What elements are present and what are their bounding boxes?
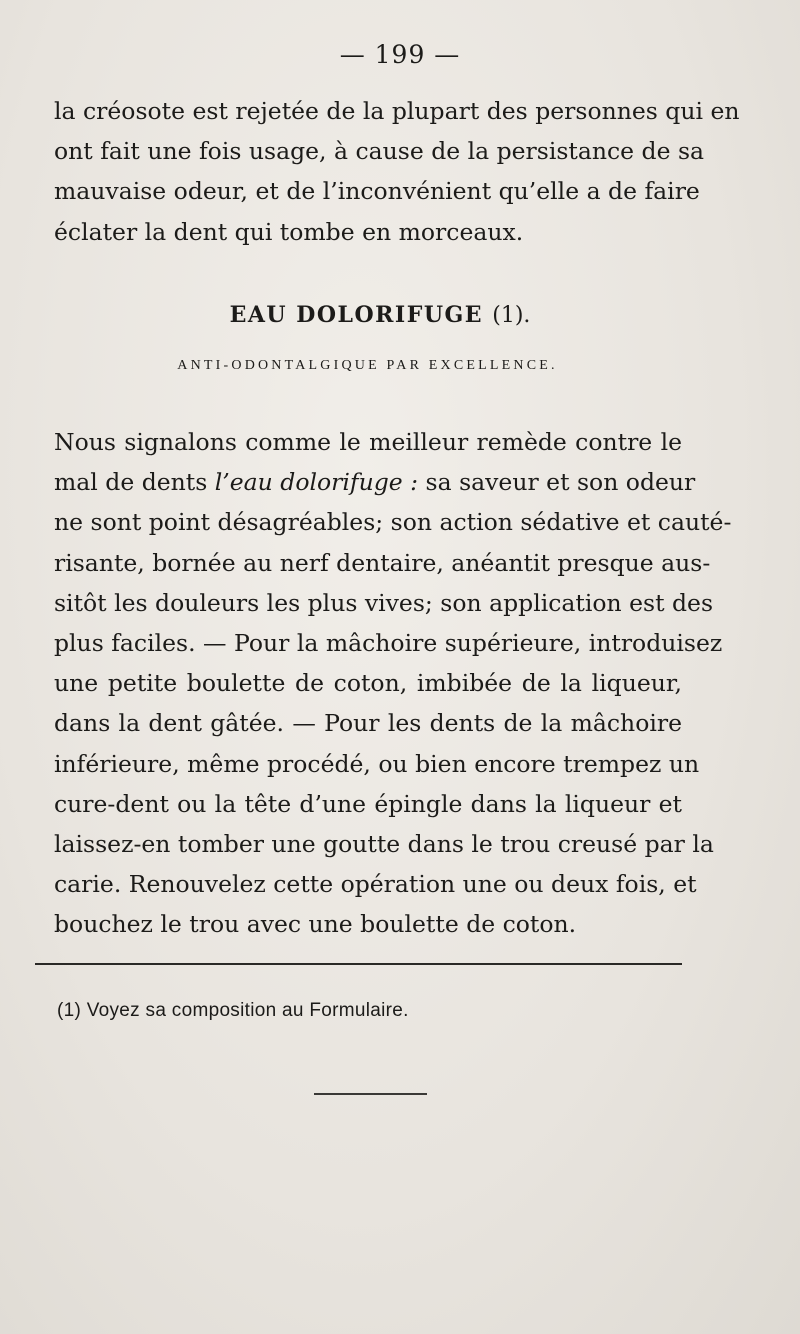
text-line: mauvaise odeur, et de l’inconvénient qu’elle a de faire [54, 177, 700, 206]
end-ornament-rule [314, 1093, 427, 1095]
italic-product-name: l’eau dolorifuge : [214, 468, 419, 497]
text-line: risante, bornée au nerf dentaire, anéantit presque aus- [54, 548, 711, 577]
main-paragraph [54, 422, 732, 945]
text-run: sa saveur et son odeur [418, 468, 696, 497]
text-line [54, 462, 696, 502]
text-line: éclater la dent qui tombe en morceaux. [54, 217, 524, 246]
top-paragraph [54, 91, 740, 252]
text-line: Nous signalons comme le meilleur remède contre le [54, 428, 682, 456]
text-line: une petite boulette de coton, imbibée de la liqueur, [54, 669, 682, 698]
text-line: carie. Renouvelez cette opération une ou deux fois, et [54, 870, 697, 899]
text-line: ne sont point désagréables; son action sédative et cauté- [54, 508, 732, 537]
text-line: la créosote est rejetée de la plupart des personnes qui en [54, 97, 740, 125]
text-line: laissez-en tomber une goutte dans le trou creusé par la [54, 830, 714, 859]
section-title: EAU DOLORIFUGE [229, 302, 484, 328]
text-line: cure-dent ou la tête d’une épingle dans la liqueur et [54, 789, 682, 818]
text-line: inférieure, même procédé, ou bien encore trempez un [54, 749, 700, 778]
text-line: dans la dent gâtée. — Pour les dents de la mâchoire [54, 709, 682, 738]
footnote-reference: (1). [492, 303, 531, 328]
section-heading [0, 302, 760, 328]
text-line: sitôt les douleurs les plus vives; son application est des [54, 588, 713, 617]
text-line: bouchez le trou avec une boulette de coton. [54, 910, 577, 939]
section-subheading: ANTI-ODONTALGIQUE PAR EXCELLENCE. [177, 358, 558, 373]
footnote: (1) Voyez sa composition au Formulaire. [57, 1000, 409, 1021]
text-line: ont fait une fois usage, à cause de la persistance de sa [54, 137, 705, 166]
page-number: — 199 — [339, 40, 461, 69]
footnote-divider [35, 963, 682, 965]
text-line: plus faciles. — Pour la mâchoire supérieure, introduisez [54, 629, 723, 658]
text-run: mal de dents [54, 468, 215, 497]
